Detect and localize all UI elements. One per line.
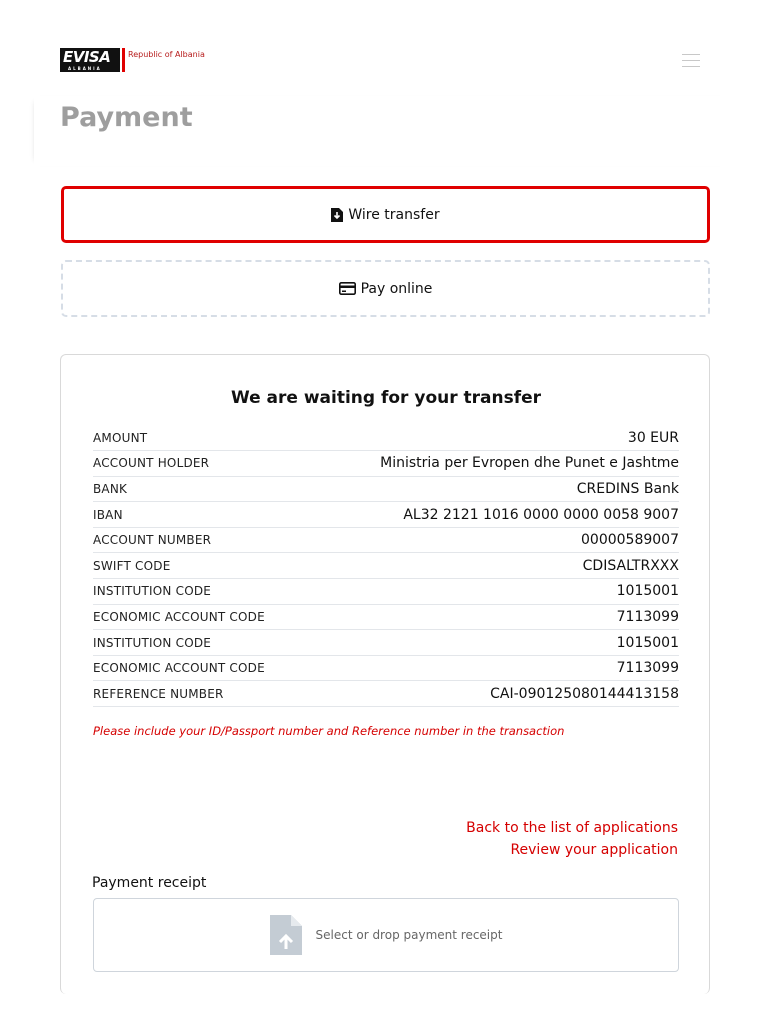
page-title: Payment <box>60 102 193 133</box>
table-row <box>93 681 679 707</box>
table-row <box>93 476 679 502</box>
row-label: SWIFT CODE <box>93 553 307 579</box>
row-label: AMOUNT <box>93 425 307 451</box>
file-upload-icon <box>270 915 302 955</box>
pay-online-label: Pay online <box>360 280 433 297</box>
header <box>60 46 710 76</box>
row-label: ECONOMIC ACCOUNT CODE <box>93 655 307 681</box>
row-value: 7113099 <box>307 655 679 681</box>
row-label: ACCOUNT NUMBER <box>93 527 307 553</box>
row-value: Ministria per Evropen dhe Punet e Jashtme <box>307 451 679 477</box>
transfer-note: Please include your ID/Passport number and Reference number in the transaction <box>93 724 565 738</box>
wire-transfer-label: Wire transfer <box>348 206 440 223</box>
transfer-title: We are waiting for your transfer <box>230 388 542 408</box>
payment-receipt-label: Payment receipt <box>92 875 207 891</box>
logo-country: Republic of Albania <box>128 50 205 59</box>
row-label: REFERENCE NUMBER <box>93 681 307 707</box>
table-row <box>93 579 679 605</box>
action-links <box>466 817 678 861</box>
transfer-details-table <box>93 425 679 707</box>
row-label: INSTITUTION CODE <box>93 579 307 605</box>
review-application-link[interactable]: Review your application <box>510 842 678 858</box>
hamburger-menu-icon[interactable] <box>682 54 700 68</box>
transfer-details-card <box>60 354 710 994</box>
row-value: 30 EUR <box>307 425 679 451</box>
row-value: CDISALTRXXX <box>307 553 679 579</box>
receipt-drop-zone[interactable] <box>93 898 679 972</box>
row-value: CREDINS Bank <box>307 476 679 502</box>
row-label: ACCOUNT HOLDER <box>93 451 307 477</box>
logo[interactable] <box>60 48 205 72</box>
logo-subtext: ALBANIA <box>68 66 102 71</box>
logo-divider <box>122 48 125 72</box>
row-label: ECONOMIC ACCOUNT CODE <box>93 604 307 630</box>
credit-card-icon <box>339 282 356 295</box>
back-to-applications-link[interactable]: Back to the list of applications <box>466 820 678 836</box>
table-row <box>93 502 679 528</box>
table-row <box>93 527 679 553</box>
row-label: BANK <box>93 476 307 502</box>
table-row <box>93 655 679 681</box>
row-value: 1015001 <box>307 579 679 605</box>
table-row <box>93 425 679 451</box>
file-download-icon <box>331 208 343 222</box>
evisa-logo-mark <box>60 48 120 72</box>
table-row <box>93 630 679 656</box>
table-row <box>93 451 679 477</box>
row-value: 7113099 <box>307 604 679 630</box>
row-value: 1015001 <box>307 630 679 656</box>
row-value: 00000589007 <box>307 527 679 553</box>
logo-text: EVISA <box>63 48 111 66</box>
pay-online-option[interactable] <box>61 260 710 317</box>
table-row <box>93 604 679 630</box>
drop-zone-text: Select or drop payment receipt <box>315 928 503 942</box>
wire-transfer-option[interactable] <box>61 186 710 243</box>
row-label: IBAN <box>93 502 307 528</box>
row-label: INSTITUTION CODE <box>93 630 307 656</box>
row-value: CAI-090125080144413158 <box>307 681 679 707</box>
row-value: AL32 2121 1016 0000 0000 0058 9007 <box>307 502 679 528</box>
table-row <box>93 553 679 579</box>
